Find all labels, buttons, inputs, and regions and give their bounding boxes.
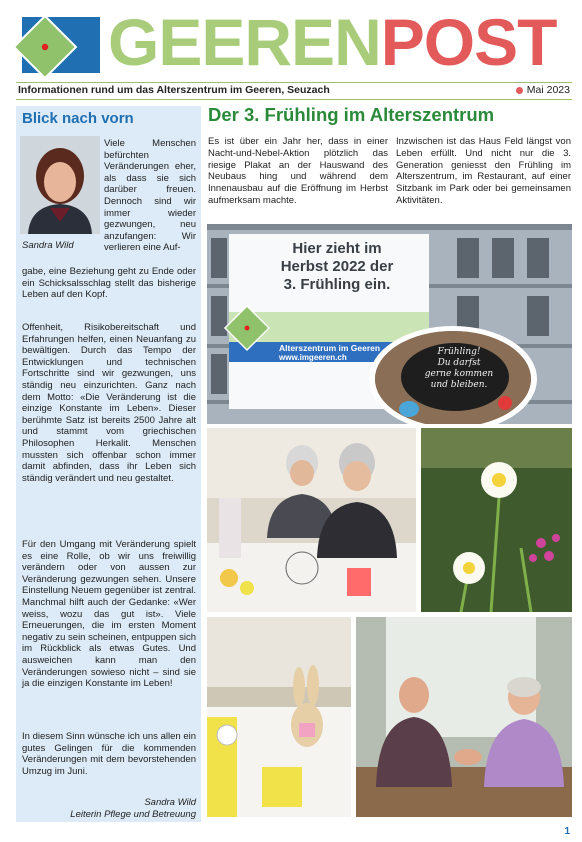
photo-building-banner xyxy=(207,224,572,424)
photo-chalkboard xyxy=(375,331,531,424)
author-portrait xyxy=(20,136,100,234)
masthead-title: GEERENPOST xyxy=(108,5,557,79)
photo-craft-table xyxy=(207,428,416,612)
sidebar-signature xyxy=(22,797,196,820)
article-column-1: Es ist über ein Jahr her, dass in einer Nacht-und-Nebel-Aktion plötzlich das riesige Plakat an der Hauswand des Neubaus hing und während dem Innenausbau auf die Eröffnung im Herbst aufmerksam machte. xyxy=(208,136,388,206)
article-column-2: Inzwischen ist das Haus Feld längst von Leben erfüllt. Und nicht nur die 3. Generation geniesst den Frühling im Alterszentrum, im Restaurant, auf einer Sitzbank im Park oder bei gemeinsamen Aktivitäten. xyxy=(396,136,571,206)
chalkboard-text: Frühling! Du darfst gerne kommen und bleiben. xyxy=(424,347,494,390)
sidebar-title: Blick nach vorn xyxy=(22,110,134,127)
page-number: 1 xyxy=(564,826,570,837)
photo-easter-bunny xyxy=(207,617,351,817)
banner-url: www.imgeeren.ch xyxy=(279,353,347,362)
portrait-caption: Sandra Wild xyxy=(22,240,74,251)
banner-org: Alterszentrum im Geeren xyxy=(279,343,381,353)
signature-name: Sandra Wild xyxy=(144,797,196,808)
sidebar-paragraph: Viele Menschen befürchten Veränderungen eher, als dass sie sich darüber freuen. Dennoch sind wir immer wieder gezwungen, neu anzufangen: Wir verlieren eine Auf- xyxy=(104,138,196,254)
photo-daffodils xyxy=(421,428,572,612)
bullet-icon xyxy=(516,87,523,94)
photo-residents-couple xyxy=(356,617,572,817)
article-title: Der 3. Frühling im Alterszentrum xyxy=(208,104,495,125)
sidebar-paragraph: Offenheit, Risikobereitschaft und Erfahrungen helfen, einen Neuanfang zu bewältigen. Durch das Tempo der Entwicklungen und technischen Fortschritte sind wir gezwungen, uns ständig neu einzurichten. Ganz nach dem Motto: «Die Veränderung ist die einzige Konstante im Leben». Dieser berühmte Satz ist bereits 2500 Jahre alt und stammt vom griechischen Philosophen Herkalit. Menschen mussten sich offenbar schon immer damit abfinden, dass ihr Leben sich ständig verändert und neu gestaltet. xyxy=(22,322,196,484)
sidebar-paragraph: gabe, eine Beziehung geht zu Ende oder ein Schicksalsschlag stellt das bisherige Leben auf den Kopf. xyxy=(22,266,196,301)
banner-text: Hier zieht im Herbst 2022 der 3. Frühling ein. xyxy=(280,240,394,293)
signature-role: Leiterin Pflege und Betreuung xyxy=(70,808,196,820)
tagline: Informationen rund um das Alterszentrum im Geeren, Seuzach xyxy=(18,84,330,96)
sidebar-paragraph: In diesem Sinn wünsche ich uns allen ein gutes Gelingen für die kommenden Veränderungen mit dem bevorstehenden Umzug im Juni. xyxy=(22,731,196,777)
issue-date: Mai 2023 xyxy=(516,83,570,97)
geeren-logo-icon xyxy=(12,14,78,80)
sidebar-paragraph: Für den Umgang mit Veränderung spielt es eine Rolle, ob wir uns freiwillig verändern oder von aussen zur Veränderung gezwungen sehen. Unsere Einstellung Neuem gegenüber ist zentral. Manchmal hilft auch der Gedanke: «Wer weiss, wozu das gut ist». Viele Erneuerungen, die im ersten Moment negativ zu sein scheinen, entpuppen sich im Rückblick als etwas Gutes. Und ausweichen kann man den Veränderungen sowieso nicht – sind sie ja die einzigen Konstante im Leben! xyxy=(22,539,196,690)
